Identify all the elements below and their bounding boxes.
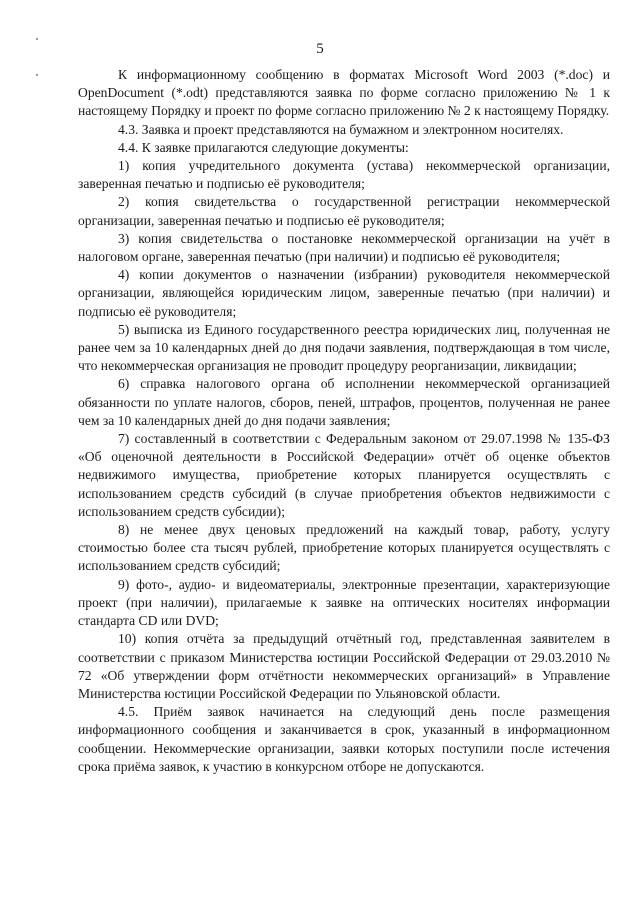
scan-artifact-mark xyxy=(36,74,38,76)
list-item-8: 8) не менее двух ценовых предложений на каждый товар, работу, услугу стоимостью более ста тысяч рублей, приобретение которых планируется осуществлять с использованием средств субсидий; xyxy=(78,522,610,574)
list-item-9: 9) фото-, аудио- и видеоматериалы, электронные презентации, характеризующие проект (при наличии), прилагаемые к заявке на оптических носителях информации стандарта CD или DVD; xyxy=(78,576,610,629)
list-item-5: 5) выписка из Единого государственного реестра юридических лиц, полученная не ранее чем за 10 календарных дней до дня подачи заявления, подтверждающая в том числе, что некоммерческая организация не проводит процедуру реорганизации, ликвидации; xyxy=(78,321,610,374)
paragraph-4-4: 4.4. К заявке прилагаются следующие документы: xyxy=(118,139,409,155)
list-item-3: 3) копия свидетельства о постановке некоммерческой организации на учёт в налоговом органе, заверенная печатью (при наличии) и подписью её руководителя; xyxy=(78,230,610,265)
paragraph-format-intro: К информационному сообщению в форматах Microsoft Word 2003 (*.doc) и OpenDocument (*.odt) представляются заявка по форме согласно приложению № 1 к настоящему Порядку и проект по форме согласно приложению № 2 к настоящему Порядку. xyxy=(78,67,610,119)
list-item-6: 6) справка налогового органа об исполнении некоммерческой организацией обязанности по уплате налогов, сборов, пеней, штрафов, процентов, полученная не ранее чем за 10 календарных дней до дня подачи заявления; xyxy=(78,376,610,428)
list-item-4: 4) копии документов о назначении (избрании) руководителя некоммерческой организации, являющейся юридическим лицом, заверенные печатью (при наличии) и подписью её руководителя; xyxy=(78,267,610,319)
paragraph-4-3: 4.3. Заявка и проект представляются на бумажном и электронном носителях. xyxy=(118,121,564,137)
page-number: 5 xyxy=(316,41,324,57)
list-item-10: 10) копия отчёта за предыдущий отчётный год, представленная заявителем в соответствии с приказом Министерства юстиции Российской Федерации от 29.03.2010 № 72 «Об утверждении форм отчётности некоммерческих организаций» в Управление Министерства юстиции Российской Федерации по Ульяновской области. xyxy=(78,631,610,701)
paragraph-4-5: 4.5. Приём заявок начинается на следующий день после размещения информационного сообщения и заканчивается в срок, указанный в информационном сообщении. Некоммерческие организации, заявки которых поступили после истечения срока приёма заявок, к участию в конкурсном отборе не допускаются. xyxy=(78,704,610,774)
list-item-1: 1) копия учредительного документа (устава) некоммерческой организации, заверенная печатью и подписью её руководителя; xyxy=(78,158,610,192)
document-body xyxy=(78,66,610,776)
list-item-7: 7) составленный в соответствии с Федеральным законом от 29.07.1998 № 135-ФЗ «Об оценочной деятельности в Российской Федерации» отчёт об оценке объектов недвижимого имущества, приобретение которых планируется осуществлять с использованием средств субсидий (в случае приобретения объектов недвижимости с использованием средств субсидии); xyxy=(78,431,610,519)
list-item-2: 2) копия свидетельства о государственной регистрации некоммерческой организации, заверенная печатью и подписью её руководителя; xyxy=(78,194,610,228)
